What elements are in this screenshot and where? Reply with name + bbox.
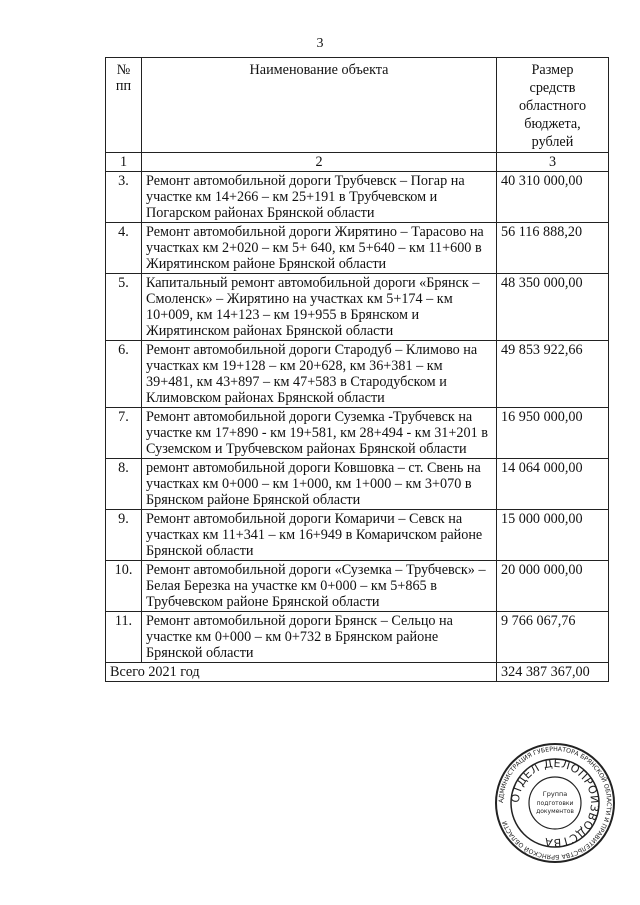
row-amount: 15 000 000,00 [497, 510, 609, 561]
row-object-name: Ремонт автомобильной дороги Суземка -Трубчевск на участке км 17+890 - км 19+581, км 28+494 - км 31+201 в Суземском и Трубчевском районах Брянской области [142, 408, 497, 459]
row-amount: 16 950 000,00 [497, 408, 609, 459]
table-row [106, 459, 609, 510]
stamp-center-line: Группа [542, 790, 568, 798]
row-number: 8. [106, 459, 142, 510]
row-object-name: Ремонт автомобильной дороги Комаричи – Севск на участках км 11+341 – км 16+949 в Комаричском районе Брянской области [142, 510, 497, 561]
row-number: 5. [106, 274, 142, 341]
row-number: 4. [106, 223, 142, 274]
row-amount: 14 064 000,00 [497, 459, 609, 510]
row-object-name: Ремонт автомобильной дороги «Суземка – Трубчевск» – Белая Березка на участке км 0+000 – км 5+865 в Трубчевском районе Брянской области [142, 561, 497, 612]
budget-table [105, 57, 609, 682]
row-object-name: Ремонт автомобильной дороги Стародуб – Климово на участках км 19+128 – км 20+628, км 36+381 – км 39+481, км 43+897 – км 47+583 в Стародубском и Климовском районах Брянской области [142, 341, 497, 408]
table-row [106, 510, 609, 561]
page-number: 3 [316, 36, 324, 51]
row-object-name: Ремонт автомобильной дороги Брянск – Сельцо на участке км 0+000 – км 0+732 в Брянском районе Брянской области [142, 612, 497, 663]
header-name: Наименование объекта [142, 58, 497, 153]
table-row [106, 612, 609, 663]
stamp-middle-text: ОТДЕЛ ДЕЛОПРОИЗВОДСТВА [508, 756, 602, 850]
row-amount: 40 310 000,00 [497, 172, 609, 223]
row-object-name: Капитальный ремонт автомобильной дороги «Брянск – Смоленск» – Жирятино на участках км 5+174 – км 10+009, км 14+123 – км 19+955 в Брянском и Жирятинском районах Брянской области [142, 274, 497, 341]
row-object-name: Ремонт автомобильной дороги Трубчевск – Погар на участке км 14+266 – км 25+191 в Трубчевском и Погарском районах Брянской области [142, 172, 497, 223]
column-number: 2 [142, 153, 497, 172]
total-amount: 324 387 367,00 [497, 663, 609, 682]
total-label: Всего 2021 год [106, 663, 497, 682]
stamp-outer-text: АДМИНИСТРАЦИЯ ГУБЕРНАТОРА БРЯНСКОЙ ОБЛАСТИ И ПРАВИТЕЛЬСТВА БРЯНСКОЙ ОБЛАСТИ [497, 745, 613, 861]
row-number: 7. [106, 408, 142, 459]
total-row [106, 663, 609, 682]
row-amount: 56 116 888,20 [497, 223, 609, 274]
column-number-row [106, 153, 609, 172]
row-number: 10. [106, 561, 142, 612]
row-amount: 48 350 000,00 [497, 274, 609, 341]
table-row [106, 561, 609, 612]
table-header-row [106, 58, 609, 153]
row-amount: 49 853 922,66 [497, 341, 609, 408]
row-number: 11. [106, 612, 142, 663]
column-number: 3 [497, 153, 609, 172]
row-number: 6. [106, 341, 142, 408]
row-number: 3. [106, 172, 142, 223]
office-stamp [494, 742, 616, 864]
table-row [106, 223, 609, 274]
row-amount: 9 766 067,76 [497, 612, 609, 663]
row-object-name: Ремонт автомобильной дороги Жирятино – Тарасово на участках км 2+020 – км 5+ 640, км 5+640 – км 11+600 в Жирятинском районе Брянской области [142, 223, 497, 274]
row-amount: 20 000 000,00 [497, 561, 609, 612]
header-amount: Размер средств областного бюджета, рублей [497, 58, 609, 153]
row-object-name: ремонт автомобильной дороги Ковшовка – ст. Свень на участках км 0+000 – км 1+000, км 1+000 – км 3+070 в Брянском районе Брянской области [142, 459, 497, 510]
table-row [106, 274, 609, 341]
table-row [106, 408, 609, 459]
row-number: 9. [106, 510, 142, 561]
column-number: 1 [106, 153, 142, 172]
header-num: № пп [106, 58, 142, 153]
table-row [106, 341, 609, 408]
stamp-center-line: документов [536, 808, 574, 815]
table-row [106, 172, 609, 223]
stamp-center-line: подготовки [536, 800, 574, 807]
